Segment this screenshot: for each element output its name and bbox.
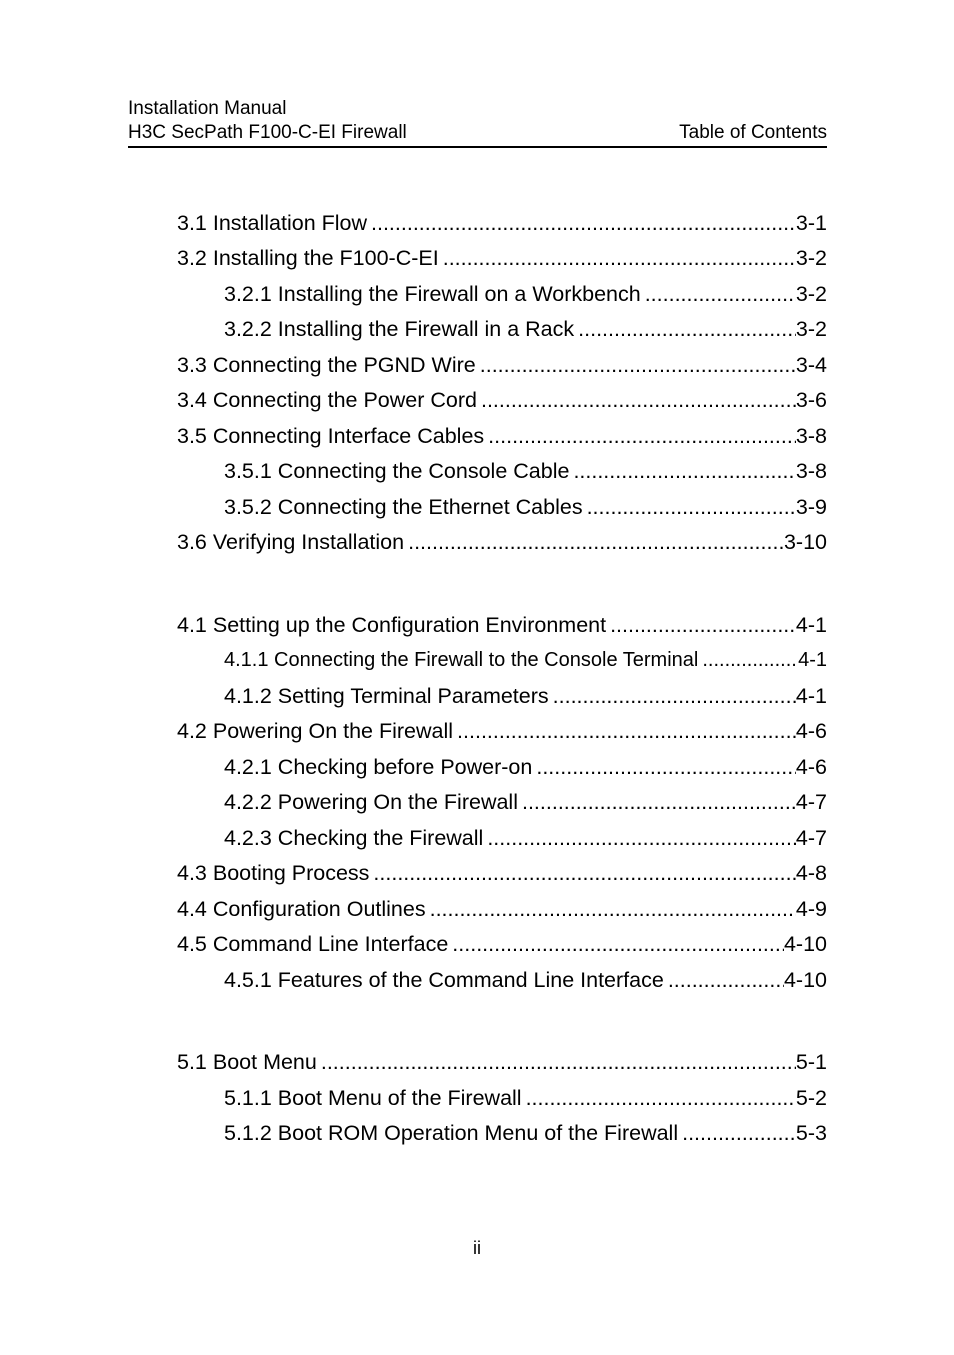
toc-dot-leader [641,280,796,308]
toc-entry-page: 4-1 [798,649,827,671]
toc-entry-page: 3-1 [795,211,827,235]
toc-entry-3-3[interactable] [177,351,827,379]
toc-entry-page: 4-6 [795,755,827,779]
toc-dot-leader [367,209,796,237]
toc-dot-leader [532,753,796,781]
toc-dot-leader [518,788,796,816]
toc-dot-leader [476,351,796,379]
toc-entry-4-5-1[interactable] [224,966,827,994]
manual-type: Installation Manual [128,98,287,119]
toc-entry-title: 4.3 Booting Process [177,861,370,885]
toc-entry-title: 4.2.1 Checking before Power-on [224,755,533,779]
toc-entry-title: 3.2 Installing the F100-C-EI [177,246,439,270]
toc-entry-3-5-1[interactable] [224,457,827,485]
toc-entry-4-2-1[interactable] [224,753,827,781]
toc-entry-page: 3-2 [795,317,827,341]
toc-entry-4-1-2[interactable] [224,682,827,710]
toc-entry-page: 4-1 [795,613,827,637]
toc-dot-leader [678,1119,796,1147]
page-header [128,97,827,148]
toc-dot-leader [404,528,784,556]
toc-entry-title: 3.5.1 Connecting the Console Cable [224,459,570,483]
toc-entry-3-4[interactable] [177,386,827,414]
toc-dot-leader [522,1084,796,1112]
toc-entry-page: 3-6 [795,388,827,412]
toc-entry-title: 3.5 Connecting Interface Cables [177,424,485,448]
toc-entry-page: 3-10 [783,530,827,554]
page-number: ii [473,1238,481,1258]
toc-entry-5-1-2[interactable] [224,1119,827,1147]
toc-entry-page: 3-8 [795,459,827,483]
toc-entry-page: 4-10 [783,968,827,992]
toc-entry-title: 5.1.2 Boot ROM Operation Menu of the Firewall [224,1121,679,1145]
toc-dot-leader [664,966,784,994]
toc-entry-page: 5-3 [795,1121,827,1145]
toc-entry-4-2-2[interactable] [224,788,827,816]
toc-dot-leader [583,493,796,521]
toc-entry-4-4[interactable] [177,895,827,923]
toc-dot-leader [317,1048,796,1076]
toc-entry-page: 4-8 [795,861,827,885]
toc-entry-4-5[interactable] [177,930,827,958]
toc-dot-leader [569,457,795,485]
toc-entry-page: 4-1 [795,684,827,708]
toc-entry-page: 3-8 [795,424,827,448]
toc-entry-title: 4.1 Setting up the Configuration Environment [177,613,607,637]
toc-entry-5-1[interactable] [177,1048,827,1076]
toc-entry-title: 3.5.2 Connecting the Ethernet Cables [224,495,583,519]
toc-dot-leader [369,859,796,887]
toc-entry-title: 4.5 Command Line Interface [177,932,449,956]
section-name: Table of Contents [679,122,827,143]
toc-entry-title: 4.2 Powering On the Firewall [177,719,454,743]
toc-entry-title: 4.1.2 Setting Terminal Parameters [224,684,549,708]
toc-entry-page: 5-1 [795,1050,827,1074]
toc-dot-leader [606,611,796,639]
toc-entry-page: 3-9 [795,495,827,519]
toc-entry-title: 4.2.2 Powering On the Firewall [224,790,518,814]
toc-dot-leader [484,422,796,450]
toc-entry-title: 4.1.1 Connecting the Firewall to the Console Terminal [224,649,699,671]
toc-entry-3-2-2[interactable] [224,315,827,343]
toc-entry-title: 4.2.3 Checking the Firewall [224,826,484,850]
toc-dot-leader [483,824,796,852]
toc-entry-4-2-3[interactable] [224,824,827,852]
toc-dot-leader [549,682,796,710]
header-row [128,121,827,145]
product-name: H3C SecPath F100-C-EI Firewall [128,122,407,143]
toc-entry-title: 3.2.2 Installing the Firewall in a Rack [224,317,575,341]
toc-entry-4-1-1[interactable] [224,646,827,674]
toc-entry-title: 3.3 Connecting the PGND Wire [177,353,476,377]
toc-entry-page: 4-9 [795,897,827,921]
toc-entry-title: 5.1.1 Boot Menu of the Firewall [224,1086,522,1110]
toc-entry-title: 3.6 Verifying Installation [177,530,405,554]
toc-dot-leader [477,386,796,414]
toc-entry-4-1[interactable] [177,611,827,639]
toc-entry-title: 4.4 Configuration Outlines [177,897,426,921]
toc-entry-4-3[interactable] [177,859,827,887]
toc-entry-3-2-1[interactable] [224,280,827,308]
toc-dot-leader [439,244,796,272]
toc-dot-leader [698,646,798,674]
toc-entry-3-5[interactable] [177,422,827,450]
toc-entry-3-5-2[interactable] [224,493,827,521]
toc-dot-leader [574,315,796,343]
toc-entry-3-6[interactable] [177,528,827,556]
toc-entry-page: 4-7 [795,790,827,814]
toc-entry-3-1[interactable] [177,209,827,237]
toc-entry-3-2[interactable] [177,244,827,272]
toc-entry-page: 3-4 [795,353,827,377]
toc-entry-page: 5-2 [795,1086,827,1110]
toc-entry-page: 3-2 [795,282,827,306]
toc-entry-title: 3.2.1 Installing the Firewall on a Workbench [224,282,641,306]
toc-entry-page: 3-2 [795,246,827,270]
toc-entry-title: 3.1 Installation Flow [177,211,368,235]
toc-dot-leader [453,717,796,745]
toc-entry-page: 4-6 [795,719,827,743]
toc-entry-title: 4.5.1 Features of the Command Line Interface [224,968,664,992]
toc-entry-title: 3.4 Connecting the Power Cord [177,388,477,412]
toc-dot-leader [426,895,796,923]
toc-entry-5-1-1[interactable] [224,1084,827,1112]
toc-entry-title: 5.1 Boot Menu [177,1050,317,1074]
toc-entry-page: 4-7 [795,826,827,850]
toc-dot-leader [448,930,784,958]
toc-entry-page: 4-10 [783,932,827,956]
toc-entry-4-2[interactable] [177,717,827,745]
